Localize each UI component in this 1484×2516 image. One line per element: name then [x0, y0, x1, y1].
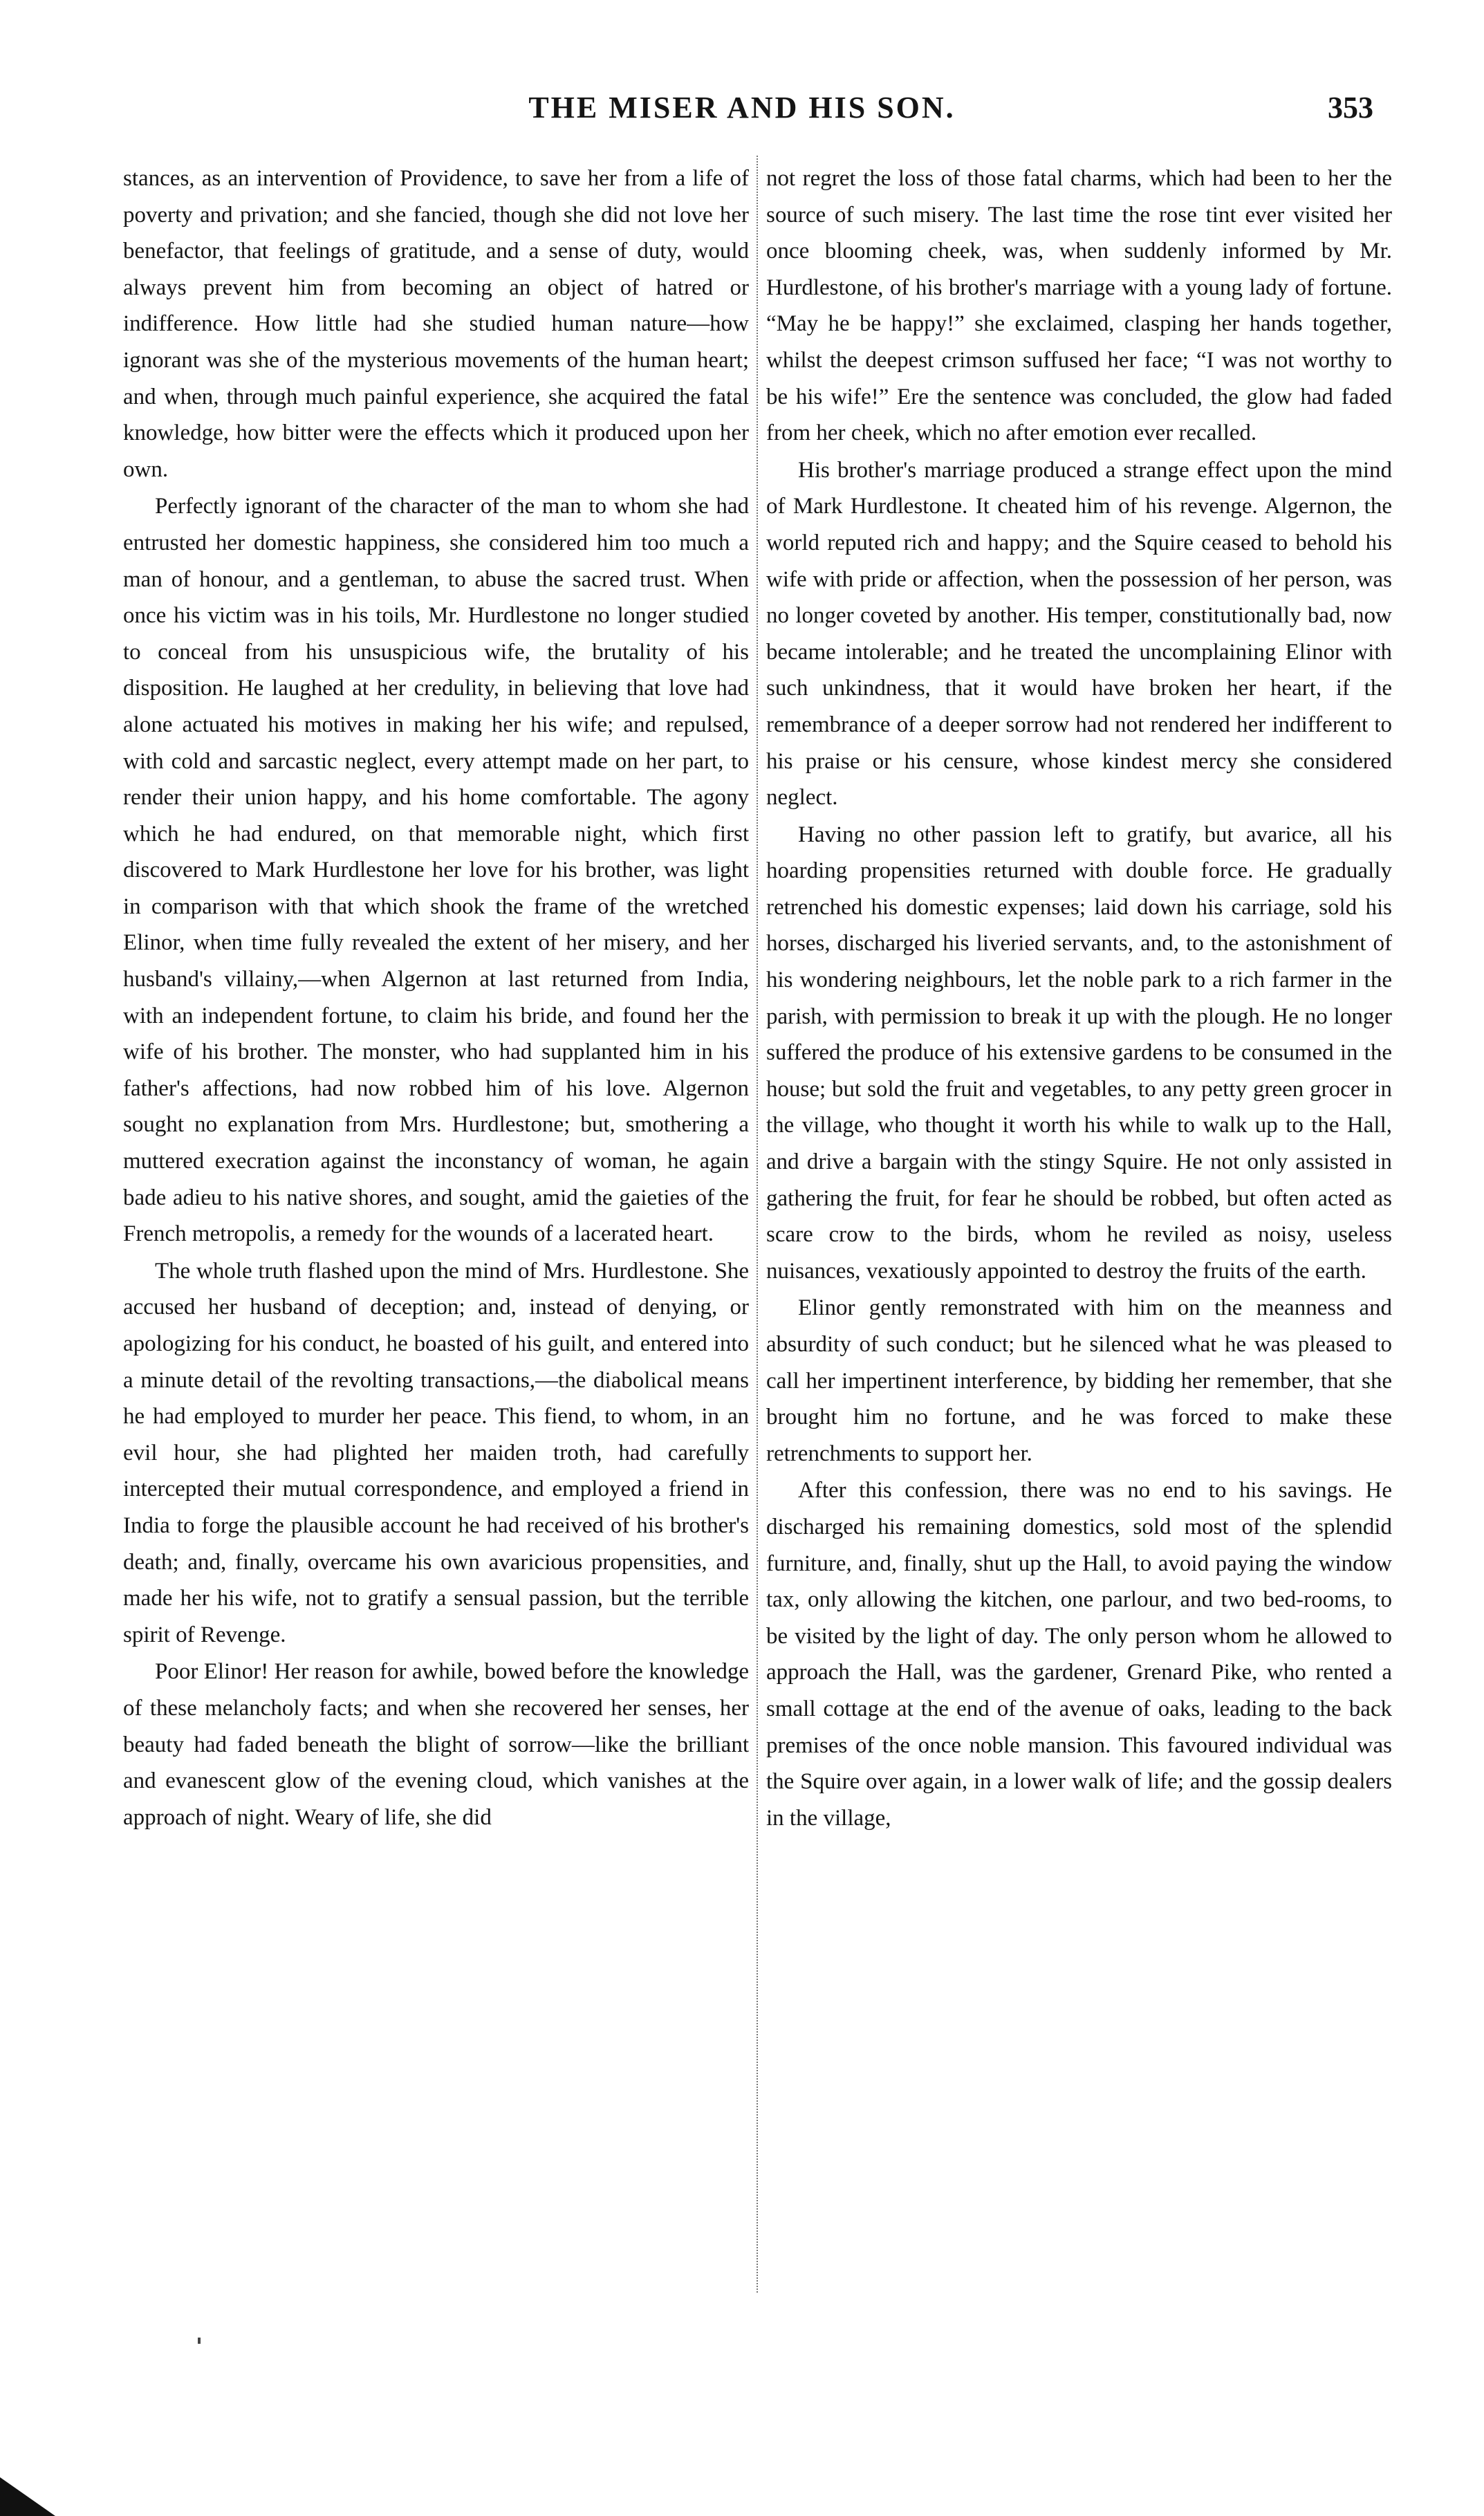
paragraph: stances, as an intervention of Providence, to save her from a life of poverty and privation; and she fancied, though she did not love her benefactor, that feelings of gratitude, and a sense of duty, would always prevent him from becoming an object of hatred or indifference. How little had she studied human nature—how ignorant was she of the mysterious movements of the human heart; and when, through much painful experience, she acquired the fatal knowledge, how bitter were the effects which it produced upon her own. [123, 166, 749, 482]
paragraph: not regret the loss of those fatal charms, which had been to her the source of such misery. The last time the rose tint ever visited her once blooming cheek, was, when suddenly informed by Mr. Hurdlestone, of his brother's marriage with a young lady of fortune. “May he be happy!” she exclaimed, clasping her hands together, whilst the deepest crimson suffused her face; “I was not worthy to be his wife!” Ere the sentence was concluded, the glow had faded from her cheek, which no after emotion ever recalled. [766, 166, 1392, 446]
paragraph: After this confession, there was no end to his savings. He discharged his remaining domestics, sold most of the splendid furniture, and, finally, shut up the Hall, to avoid paying the window tax, only allowing the kitchen, one parlour, and two bed-rooms, to be visited by the light of day. The only person whom he allowed to approach the Hall, was the gardener, Grenard Pike, who rented a small cottage at the end of the avenue of oaks, leading to the back premises of the once noble mansion. This favoured individual was the Squire over again, in a lower walk of life; and the gossip dealers in the village, [766, 1478, 1392, 1831]
paragraph: His brother's marriage produced a strange effect upon the mind of Mark Hurdlestone. It cheated him of his revenge. Algernon, the world reputed rich and happy; and the Squire ceased to behold his wife with pride or affection, when the possession of her person, was no longer coveted by another. His temper, constitutionally bad, now became intolerable; and he treated the uncomplaining Elinor with such unkindness, that it would have broken her heart, if the remembrance of a deeper sorrow had not rendered her indifferent to his praise or his censure, whose kindest mercy she considered neglect. [766, 457, 1392, 811]
paragraph: Perfectly ignorant of the character of the man to whom she had entrusted her domestic happiness, she considered him too much a man of honour, and a gentleman, to abuse the sacred trust. When once his victim was in his toils, Mr. Hurdlestone no longer studied to conceal from his unsuspicious wife, the brutality of his disposition. He laughed at her credulity, in believing that love had alone actuated his motives in making her his wife; and repulsed, with cold and sarcastic neglect, every attempt made on her part, to render their union happy, and his home comfortable. The agony which he had endured, on that memorable night, which first discovered to Mark Hurdlestone her love for his brother, was light in comparison with that which shook the frame of the wretched Elinor, when time fully revealed the extent of her misery, and her husband's villainy,—when Algernon at last returned from India, with an independent fortune, to claim his bride, and found her the wife of his brother. The monster, who had supplanted him in his father's affections, had now robbed him of his love. Algernon sought no explanation from Mrs. Hurdlestone; but, smothering a muttered execration against the inconstancy of woman, he again bade adieu to his native shores, and sought, amid the gaieties of the French metropolis, a remedy for the wounds of a lacerated heart. [123, 494, 749, 1247]
running-title: THE MISER AND HIS SON. [528, 91, 956, 124]
paragraph: Having no other passion left to gratify, but avarice, all his hoarding propensities returned with double force. He gradually retrenched his domestic expenses; laid down his carriage, sold his horses, discharged his liveried servants, and, to the astonishment of his wondering neighbours, let the noble park to a rich farmer in the parish, with permission to break it up with the plough. He no longer suffered the produce of his extensive gardens to be consumed in the house; but sold the fruit and vegetables, to any petty green grocer in the village, who thought it worth his while to walk up to the Hall, and drive a bargain with the stingy Squire. He not only assisted in gathering the fruit, for fear he should be robbed, but often acted as scare crow to the birds, whom he reviled as noisy, useless nuisances, vexatiously appointed to destroy the fruits of the earth. [766, 822, 1392, 1284]
paragraph: Elinor gently remonstrated with him on the meanness and absurdity of such conduct; but he silenced what he was pleased to call her impertinent interference, by bidding her remember, that she brought him no fortune, and he was forced to make these retrenchments to support her. [766, 1295, 1392, 1466]
scan-speck [198, 2338, 201, 2344]
right-column [766, 160, 1392, 1836]
paragraph: Poor Elinor! Her reason for awhile, bowed before the knowledge of these melancholy facts; and when she recovered her senses, her beauty had faded beneath the blight of sorrow—like the brilliant and evanescent glow of the evening cloud, which vanishes at the approach of night. Weary of life, she did [123, 1659, 749, 1830]
paragraph: The whole truth flashed upon the mind of Mrs. Hurdlestone. She accused her husband of deception; and, instead of denying, or apologizing for his conduct, he boasted of his guilt, and entered into a minute detail of the revolting transactions,—the diabolical means he had employed to murder her peace. This fiend, to whom, in an evil hour, she had plighted her maiden troth, had carefully intercepted their mutual correspondence, and employed a friend in India to forge the plausible account he had received of his brother's death; and, finally, overcame his own avaricious propensities, and made her his wife, not to gratify a sensual passion, but the terrible spirit of Revenge. [123, 1258, 749, 1647]
column-divider [757, 156, 758, 2293]
scan-corner-mark [0, 2477, 55, 2516]
page-number: 353 [1328, 91, 1373, 124]
running-head [0, 90, 1484, 145]
left-column [123, 160, 749, 1835]
